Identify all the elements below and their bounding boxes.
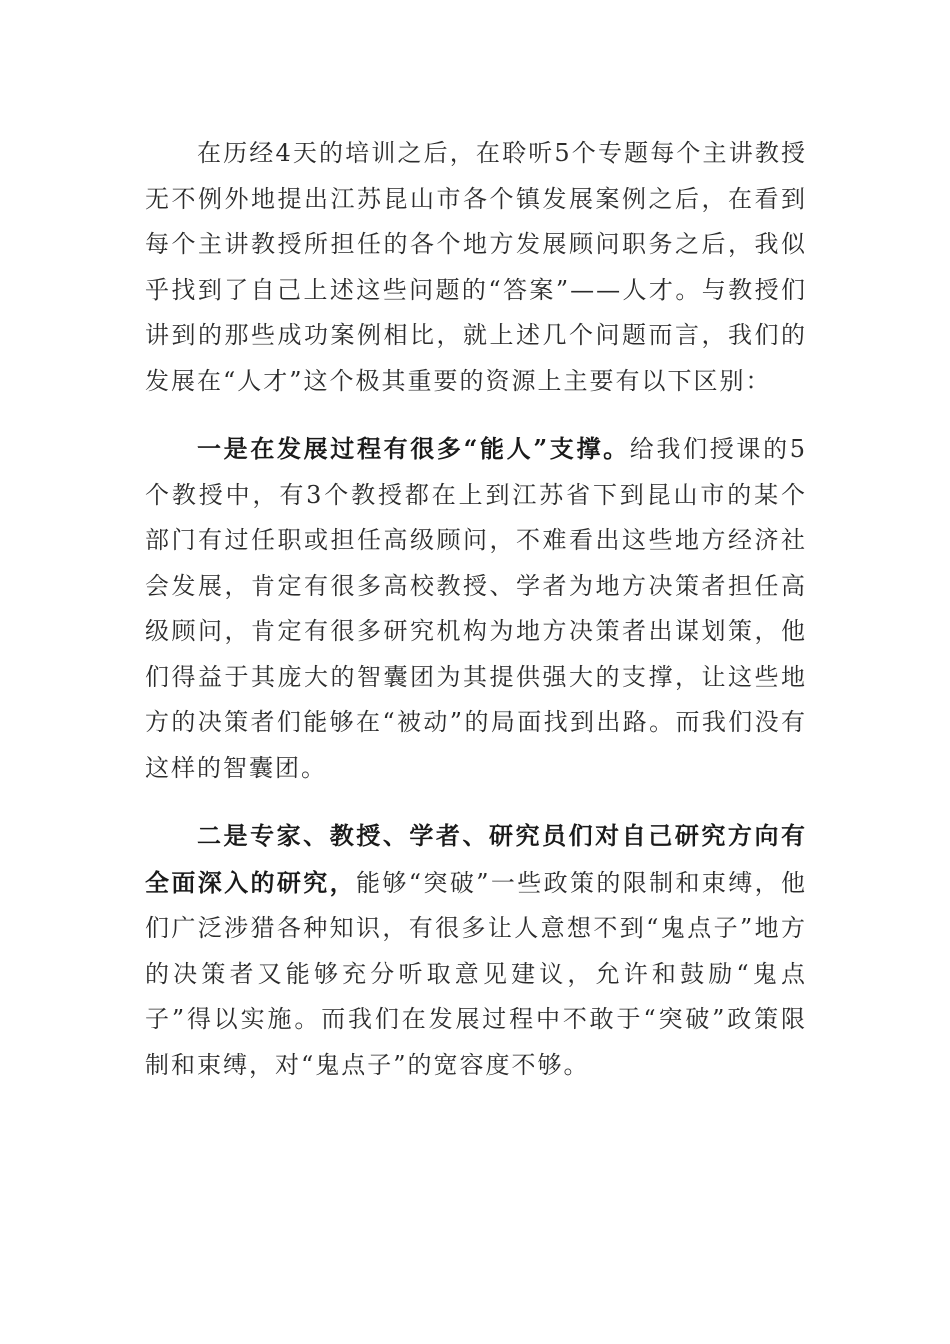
paragraph-2-lead: 一是在发展过程有很多“能人”支撑。: [197, 434, 630, 463]
paragraph-3-text: 能够“突破”一些政策的限制和束缚，他们广泛涉猎各种知识，有很多让人意想不到“鬼点子”地方的决策者又能够充分听取意见建议，允许和鼓励“鬼点子”得以实施。而我们在发展过程中不敢于“突破”政策限制和束缚，对“鬼点子”的宽容度不够。: [145, 868, 807, 1079]
document-body: [145, 130, 807, 1088]
paragraph-1-text: 在历经4天的培训之后，在聆听5个专题每个主讲教授无不例外地提出江苏昆山市各个镇发展案例之后，在看到每个主讲教授所担任的各个地方发展顾问职务之后，我似乎找到了自己上述这些问题的“答案”——人才。与教授们讲到的那些成功案例相比，就上述几个问题而言，我们的发展在“人才”这个极其重要的资源上主要有以下区别：: [145, 139, 807, 395]
paragraph-3: [145, 813, 807, 1088]
paragraph-2-text: 给我们授课的5个教授中，有3个教授都在上到江苏省下到昆山市的某个部门有过任职或担任高级顾问，不难看出这些地方经济社会发展，肯定有很多高校教授、学者为地方决策者担任高级顾问，肯定有很多研究机构为地方决策者出谋划策，他们得益于其庞大的智囊团为其提供强大的支撑，让这些地方的决策者们能够在“被动”的局面找到出路。而我们没有这样的智囊团。: [145, 435, 807, 782]
paragraph-3-lead: 二是专家、教授、学者、研究员们对自己研究方向有全面深入的研究，: [145, 821, 807, 897]
paragraph-1: [145, 130, 807, 404]
paragraph-2: [145, 426, 807, 791]
